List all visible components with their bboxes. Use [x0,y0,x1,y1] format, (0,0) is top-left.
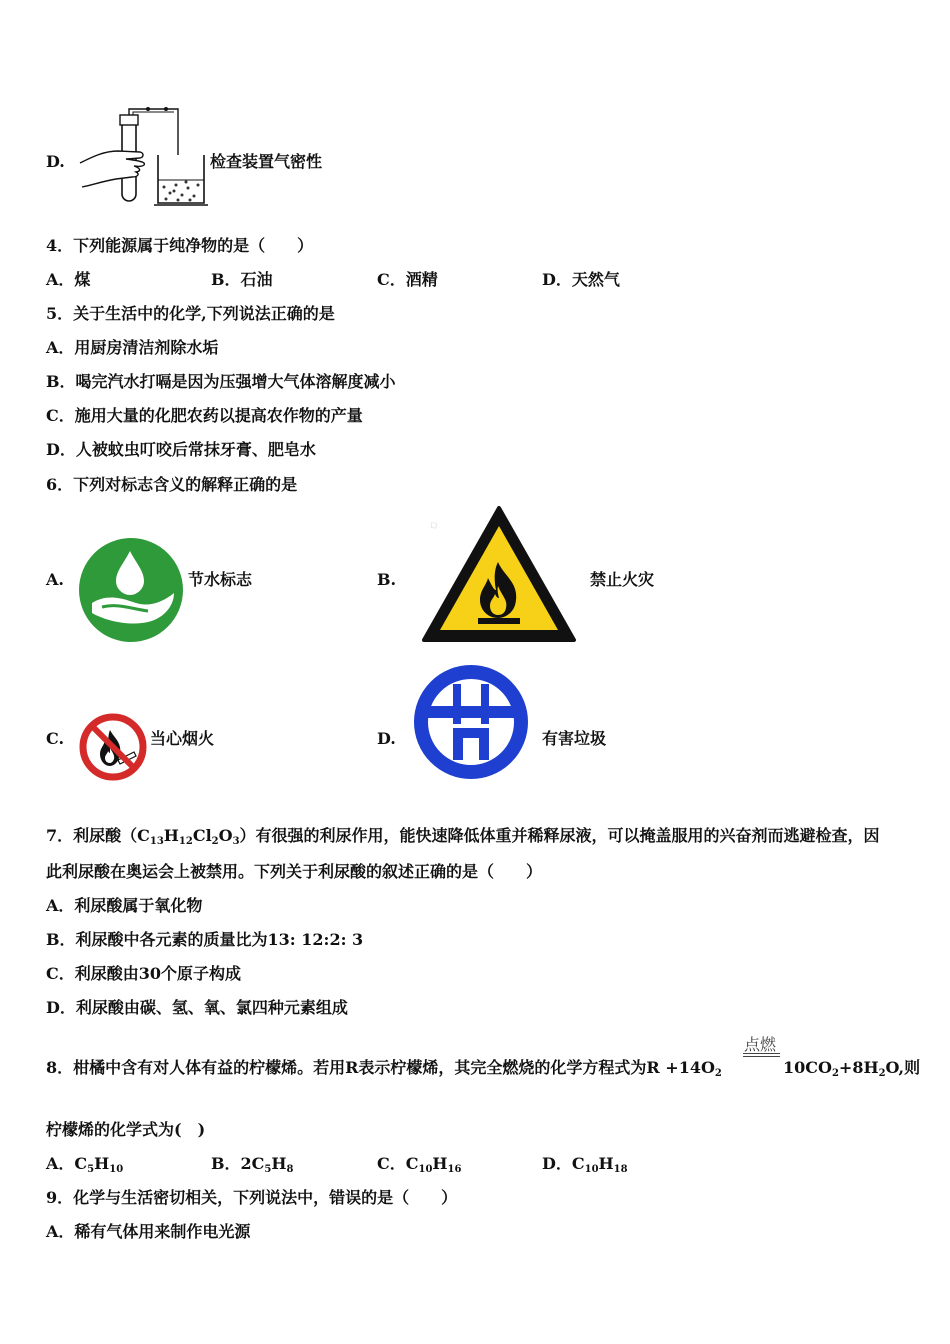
q7-stem-line2: 此利尿酸在奥运会上被禁用。下列关于利尿酸的叙述正确的是（ ） [46,862,543,881]
q9-stem: 9．化学与生活密切相关，下列说法中，错误的是（ ） [46,1188,458,1207]
flammable-warning-sign-icon [420,504,578,646]
q3-d-text: 检查装置气密性 [210,152,323,171]
q6-stem: 6．下列对标志含义的解释正确的是 [46,475,298,494]
q6-a-text: 节水标志 [188,570,253,589]
q6-c-letter: C. [46,729,65,748]
q7-option-b: B．利尿酸中各元素的质量比为13: 12:2: 3 [46,930,364,949]
q8-reaction-arrow [743,1053,780,1057]
q7-option-c: C．利尿酸由30个原子构成 [46,964,242,983]
q5-option-b: B．喝完汽水打嗝是因为压强增大气体溶解度减小 [46,372,396,391]
q7-stem-line1: 7．利尿酸$(C_{13}H_{12}Cl_2O_3)$有很强的利尿作用，能快速降低体重并稀释尿液，可以掩盖服用的兴奋剂而逃避检查，因 [46,826,880,847]
q6-b-text: 禁止火灾 [590,570,655,589]
q6-a-letter: A. [46,570,64,589]
q4-option-b: B．石油 [211,270,273,289]
q7-option-a: A．利尿酸属于氧化物 [46,896,203,915]
q4-stem: 4．下列能源属于纯净物的是（ ） [46,236,314,255]
q6-d-text: 有害垃圾 [542,729,607,748]
q8-option-a: A．$C_5H_{10}$ [46,1154,124,1175]
q5-option-a: A．用厨房清洁剂除水垢 [46,338,219,357]
q9-option-a: A．稀有气体用来制作电光源 [46,1222,251,1241]
q5-option-c: C．施用大量的化肥农药以提高农作物的产量 [46,406,363,425]
q5-option-d: D．人被蚊虫叮咬后常抹牙膏、肥皂水 [46,440,316,459]
q4-option-a: A．煤 [46,270,91,289]
q8-stem-line2: 柠檬烯的化学式为( ) [46,1120,206,1139]
q4-option-c: C．酒精 [377,270,438,289]
q3-d-letter: D. [46,152,65,171]
q8-option-b: B．$2C_5H_8$ [211,1154,294,1175]
q6-b-letter: B. [377,570,397,589]
q8-stem-line1: 8．柑橘中含有对人体有益的柠檬烯。若用R表示柠檬烯，其完全燃烧的化学方程式为$R +14O_2$ [46,1058,722,1079]
q8-products: $10CO_2+8H_2O$,则 [783,1058,921,1079]
water-saving-sign-icon [78,537,184,643]
no-fire-sign-icon [78,712,148,782]
q7-option-d: D．利尿酸由碳、氢、氧、氯四种元素组成 [46,998,348,1017]
q6-d-letter: D. [377,729,396,748]
q5-stem: 5．关于生活中的化学,下列说法正确的是 [46,304,335,323]
q8-option-d: D．$C_{10}H_{18}$ [542,1154,628,1175]
hazardous-waste-sign-icon [413,664,529,780]
q4-option-d: D．天然气 [542,270,620,289]
q8-option-c: C．$C_{10}H_{16}$ [377,1154,462,1175]
q8-reaction-condition: 点燃 [744,1035,777,1054]
q6-c-text: 当心烟火 [150,729,215,748]
airtightness-apparatus-figure [78,105,213,210]
watermark-icon: ◇ [427,518,441,533]
